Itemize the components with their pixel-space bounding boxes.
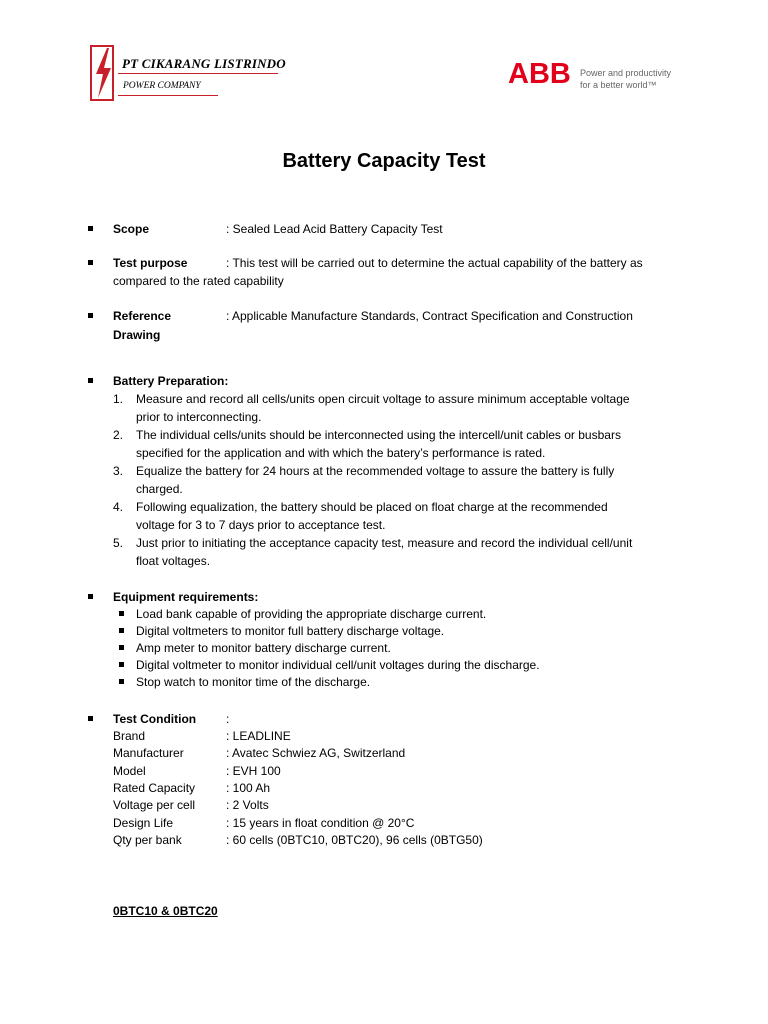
step-text-line-2: float voltages. xyxy=(136,554,211,568)
condition-key: Brand xyxy=(113,729,146,743)
company-subtitle: POWER COMPANY xyxy=(123,81,201,91)
step-text-line-1: Just prior to initiating the acceptance capacity test, measure and record the individual cell/unit xyxy=(136,536,633,550)
condition-value: : EVH 100 xyxy=(226,764,281,778)
reference-label-line-2: Drawing xyxy=(113,328,161,342)
company-logo xyxy=(90,44,290,106)
sub-bullet-icon xyxy=(119,645,124,650)
bullet-icon xyxy=(88,378,93,383)
scope-value: : Sealed Lead Acid Battery Capacity Test xyxy=(226,222,443,236)
step-text-line-1: The individual cells/units should be interconnected using the intercell/unit cables or busbars xyxy=(136,428,621,442)
equipment-item: Amp meter to monitor battery discharge current. xyxy=(136,641,391,655)
document-title: Battery Capacity Test xyxy=(282,150,486,172)
condition-value: : 15 years in float condition @ 20°C xyxy=(226,816,415,830)
reference-label: Reference xyxy=(113,309,172,323)
equipment-item: Digital voltmeters to monitor full battery discharge voltage. xyxy=(136,624,445,638)
abb-tagline-line-2: for a better world™ xyxy=(580,80,657,90)
test-condition-label: Test Condition xyxy=(113,712,197,726)
condition-value: : 60 cells (0BTC10, 0BTC20), 96 cells (0BTG50) xyxy=(226,833,483,847)
test-purpose-label: Test purpose xyxy=(113,256,188,270)
condition-key: Voltage per cell xyxy=(113,798,196,812)
sub-bullet-icon xyxy=(119,611,124,616)
abb-wordmark: ABB xyxy=(508,58,571,90)
test-condition-colon: : xyxy=(226,712,230,726)
condition-value: : 2 Volts xyxy=(226,798,269,812)
equipment-item: Digital voltmeter to monitor individual cell/unit voltages during the discharge. xyxy=(136,658,540,672)
step-text-line-1: Equalize the battery for 24 hours at the recommended voltage to assure the battery is fully xyxy=(136,464,615,478)
step-text-line-1: Following equalization, the battery should be placed on float charge at the recommended xyxy=(136,500,608,514)
condition-key: Model xyxy=(113,764,146,778)
test-purpose-value-line-2: compared to the rated capability xyxy=(113,274,284,288)
bullet-icon xyxy=(88,716,93,721)
condition-value: : Avatec Schwiez AG, Switzerland xyxy=(226,746,406,760)
step-number: 5. xyxy=(113,536,124,550)
battery-preparation-heading: Battery Preparation: xyxy=(113,374,229,388)
sub-bullet-icon xyxy=(119,628,124,633)
section-subheading: 0BTC10 & 0BTC20 xyxy=(113,904,218,918)
step-text-line-2: voltage for 3 to 7 days prior to acceptance test. xyxy=(136,518,386,532)
condition-key: Qty per bank xyxy=(113,833,182,847)
condition-key: Rated Capacity xyxy=(113,781,196,795)
logo-rule-bottom xyxy=(118,95,218,96)
condition-key: Design Life xyxy=(113,816,174,830)
bullet-icon xyxy=(88,313,93,318)
scope-label: Scope xyxy=(113,222,150,236)
abb-logo xyxy=(508,60,688,92)
bullet-icon xyxy=(88,226,93,231)
abb-tagline xyxy=(580,67,671,91)
condition-value: : LEADLINE xyxy=(226,729,291,743)
condition-key: Manufacturer xyxy=(113,746,184,760)
lightning-bolt-icon xyxy=(90,44,120,102)
logo-rule-top xyxy=(118,73,278,74)
equipment-item: Load bank capable of providing the appropriate discharge current. xyxy=(136,607,487,621)
company-name: PT CIKARANG LISTRINDO xyxy=(122,56,286,71)
step-text-line-2: charged. xyxy=(136,482,183,496)
reference-value: : Applicable Manufacture Standards, Contract Specification and Construction xyxy=(226,309,633,323)
abb-tagline-line-1: Power and productivity xyxy=(580,68,672,78)
step-number: 1. xyxy=(113,392,124,406)
step-number: 2. xyxy=(113,428,124,442)
equipment-item: Stop watch to monitor time of the discharge. xyxy=(136,675,371,689)
condition-value: : 100 Ah xyxy=(226,781,271,795)
sub-bullet-icon xyxy=(119,679,124,684)
step-text-line-2: specified for the application and with which the batery’s performance is rated. xyxy=(136,446,546,460)
step-text-line-1: Measure and record all cells/units open circuit voltage to assure minimum acceptable voltage xyxy=(136,392,630,406)
step-number: 3. xyxy=(113,464,124,478)
step-number: 4. xyxy=(113,500,124,514)
bullet-icon xyxy=(88,594,93,599)
sub-bullet-icon xyxy=(119,662,124,667)
equipment-heading: Equipment requirements: xyxy=(113,590,259,604)
step-text-line-2: prior to interconnecting. xyxy=(136,410,262,424)
test-purpose-value-line-1: : This test will be carried out to determine the actual capability of the battery as xyxy=(226,256,643,270)
bullet-icon xyxy=(88,260,93,265)
